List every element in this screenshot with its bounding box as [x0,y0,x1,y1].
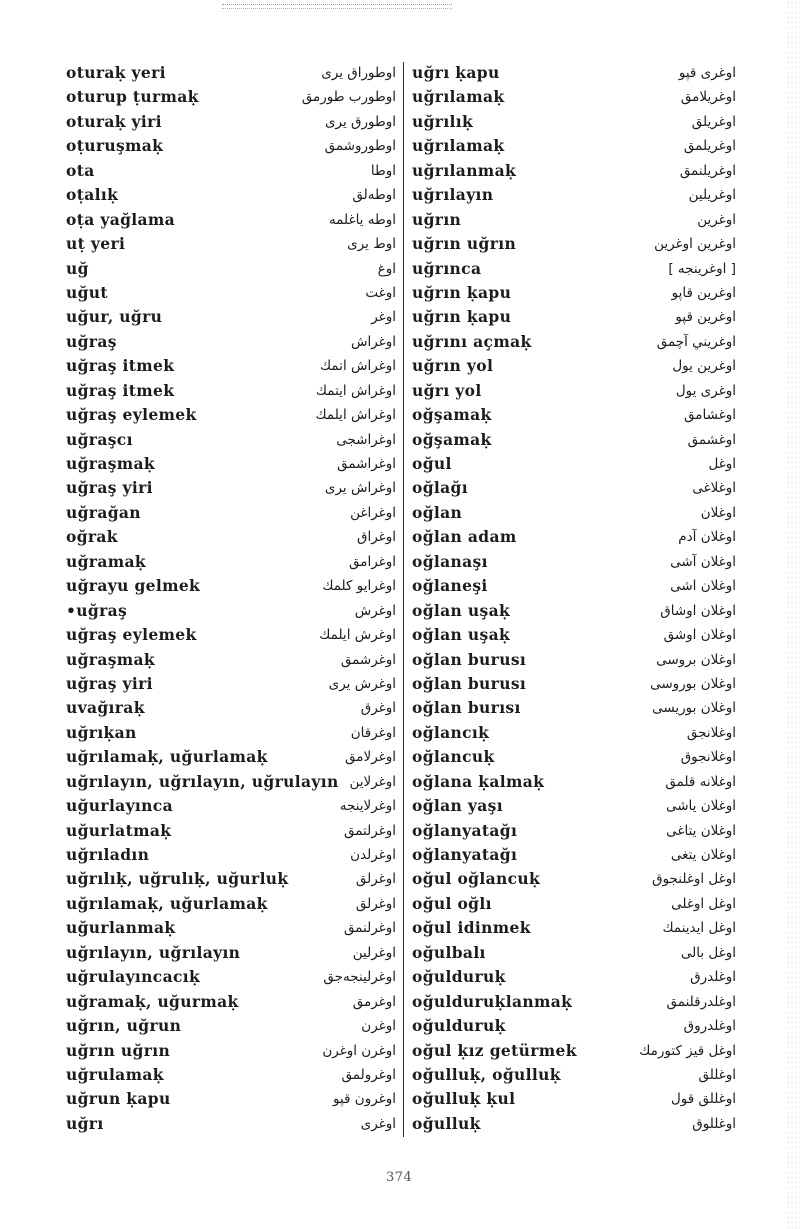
entry-latin-headword: uğraşcı [66,429,133,449]
entry-latin-headword: uğrı yol [412,380,482,400]
entry-arabic-script: اوغل اوغلى [671,895,736,912]
entry-latin-headword: •uğraş [66,600,128,620]
dictionary-entry [66,452,396,476]
dictionary-entry [410,916,736,940]
entry-latin-headword: oğul oğlı [412,893,492,913]
dictionary-entry [66,403,396,427]
entry-latin-headword: uğrılayın, uğrılayın, uğrulayın [66,771,339,791]
entry-latin-headword: uğraş eylemek [66,405,197,425]
entry-arabic-script: اوغرلينجەجق [323,969,396,986]
dictionary-entry [410,159,736,183]
entry-arabic-script: اوغللوق [692,1115,736,1132]
entry-arabic-script: اوغرق [360,700,396,717]
entry-arabic-script: اوغرايو كلمك [322,578,396,595]
dictionary-entry [66,672,396,696]
entry-arabic-script: اوغلان بوريسى [652,700,736,717]
entry-arabic-script: اوغريلمق [683,138,736,155]
dictionary-entry [66,990,396,1014]
entry-arabic-script: اوغرين قاپو [671,284,736,301]
dictionary-entry [66,648,396,672]
entry-latin-headword: uğrılıḳ, uğrulıḳ, uğurluḳ [66,869,289,889]
entry-arabic-script: اوغرلنمق [343,920,396,937]
entry-latin-headword: oğlaneşi [412,576,488,596]
entry-arabic-script: اوغرن [361,1018,396,1035]
entry-latin-headword: oğul [412,454,452,473]
entry-latin-headword: oğlan uşaḳ [412,625,511,645]
dictionary-entry [410,843,736,867]
entry-latin-headword: oğlan burusı [412,673,527,693]
dictionary-entry [410,257,736,281]
entry-latin-headword: oğul ḳız getürmek [412,1040,577,1060]
entry-arabic-script: اوطوروشمق [324,138,396,155]
entry-arabic-script: اوغرامق [348,553,396,570]
entry-latin-headword: oğulluḳ ḳul [412,1089,516,1109]
dictionary-entry [410,1039,736,1063]
entry-latin-headword: uğraş itmek [66,356,175,376]
dictionary-entry [66,1063,396,1087]
dictionary-entry [66,501,396,525]
dictionary-entry [66,721,396,745]
entry-arabic-script: اوغلان اشى [670,578,736,595]
entry-latin-headword: uğraş [66,331,117,351]
entry-latin-headword: oğlan [412,502,463,522]
entry-arabic-script: اوطا [370,162,396,179]
entry-arabic-script: اوغراشمق [337,456,396,472]
entry-arabic-script: اوغلانجوق [680,749,736,766]
entry-latin-headword: uğrın ḳapu [412,307,512,327]
entry-arabic-script: اوغراش يرى [324,480,396,497]
dictionary-entry [66,770,396,794]
dictionary-entry [66,1112,396,1136]
dictionary-entry [66,1014,396,1038]
entry-latin-headword: uğur, uğru [66,307,163,327]
entry-latin-headword: oğulluḳ, oğulluḳ [412,1064,561,1084]
entry-latin-headword: oğlan uşaḳ [412,600,511,620]
entry-arabic-script: اوغرلق [355,895,396,912]
entry-latin-headword: uğurlayınca [66,796,173,816]
entry-latin-headword: oṭuruşmaḳ [66,136,164,156]
entry-latin-headword: uğraş yiri [66,673,153,693]
dictionary-entry [410,281,736,305]
scan-edge [786,0,800,1229]
entry-latin-headword: oğlana ḳalmaḳ [412,771,545,791]
entry-arabic-script: اوغرلدن [350,847,396,863]
dictionary-entry [410,648,736,672]
entry-latin-headword: oğul idinmek [412,918,531,938]
dictionary-entry [410,550,736,574]
entry-arabic-script: اوغريلنمق [679,162,736,179]
entry-latin-headword: uğrın yol [412,356,494,376]
entry-arabic-script: اوغلان يتاغى [666,822,736,839]
entry-arabic-script: اوغل اوغلنجوق [652,871,736,888]
entry-latin-headword: oğulluḳ [412,1113,481,1133]
dictionary-entry [410,965,736,989]
dictionary-entry [410,745,736,769]
dictionary-entry [66,1039,396,1063]
page-number: 374 [386,1170,413,1185]
dictionary-entry [410,354,736,378]
entry-latin-headword: oğşamaḳ [412,429,492,449]
entry-arabic-script: اوغر [371,309,396,326]
entry-latin-headword: uğraş eylemek [66,625,197,645]
entry-latin-headword: uvağıraḳ [66,698,145,718]
entry-latin-headword: uğrayu gelmek [66,576,201,596]
entry-latin-headword: oğlan burusı [412,649,527,669]
entry-arabic-script: اوغرشمق [340,651,396,668]
entry-latin-headword: uğrın ḳapu [412,282,512,302]
entry-arabic-script: اوغراش [350,333,396,350]
entry-latin-headword: uğrıḳan [66,722,137,742]
entry-latin-headword: uğrılamaḳ [412,136,505,156]
dictionary-entry [410,501,736,525]
entry-arabic-script: اوغرين يول [672,358,736,375]
entry-arabic-script: اوغلان آدم [678,529,736,546]
dictionary-entry [410,721,736,745]
entry-arabic-script: اوغراش ايلمك [315,407,396,424]
entry-arabic-script: اوغت [365,284,396,301]
entry-arabic-script: اوغراغن [350,504,396,521]
dictionary-entry [410,208,736,232]
entry-arabic-script: اوغراق [356,529,396,546]
entry-arabic-script: اوغرلين [352,944,396,961]
entry-latin-headword: uğrınca [412,258,482,278]
entry-latin-headword: uğrılayın [412,185,494,205]
dictionary-entry [66,574,396,598]
entry-latin-headword: uğrılamaḳ, uğurlamaḳ [66,747,268,767]
dictionary-entry [410,1112,736,1136]
dictionary-entry [66,843,396,867]
dictionary-entry [66,867,396,891]
entry-arabic-script: اوغللق [698,1066,736,1083]
entry-arabic-script: اوغلدرق [690,969,736,986]
entry-arabic-script: اوغل [708,456,736,472]
entry-arabic-script: اوط يرى [347,236,396,253]
dictionary-entry [66,941,396,965]
entry-arabic-script: اوغلانجق [686,724,736,741]
entry-latin-headword: oğulduruḳlanmaḳ [412,991,573,1011]
entry-arabic-script: اوغريني آچمق [656,333,736,350]
entry-arabic-script: اوغلدروق [683,1018,736,1035]
entry-latin-headword: uğrılamaḳ, uğurlamaḳ [66,893,268,913]
dictionary-entry [66,428,396,452]
dictionary-entry [410,770,736,794]
right-column [410,61,736,1136]
entry-arabic-script: اوغلان بروسى [656,651,736,668]
entry-latin-headword: uğrıladın [66,845,150,864]
dictionary-entry [66,110,396,134]
dictionary-entry [410,330,736,354]
entry-arabic-script: اوغراش اتمك [320,358,396,375]
entry-arabic-script: اوغ [377,260,396,277]
entry-arabic-script: اوغريلين [688,187,736,204]
dictionary-entry [66,61,396,85]
entry-arabic-script: اوغرن اوغرن [322,1042,396,1059]
entry-latin-headword: uğrın uğrın [66,1040,171,1060]
entry-arabic-script: اوغلان اوشاق [660,602,736,619]
dictionary-entry [66,819,396,843]
entry-latin-headword: oturaḳ yiri [66,111,162,131]
dictionary-entry [66,745,396,769]
entry-arabic-script: اوغرين [697,211,736,228]
entry-latin-headword: uğrulayıncacıḳ [66,967,201,987]
entry-latin-headword: oğlanaşı [412,551,488,571]
entry-latin-headword: uğut [66,282,108,302]
entry-latin-headword: uğrulamaḳ [66,1064,164,1084]
entry-latin-headword: uṭ yeri [66,234,126,254]
entry-latin-headword: uğraşmaḳ [66,454,156,473]
entry-latin-headword: oğlan adam [412,527,517,547]
entry-latin-headword: uğrın [412,209,462,229]
dictionary-entry [410,379,736,403]
dictionary-entry [410,305,736,329]
entry-latin-headword: oṭa yağlama [66,209,176,229]
entry-latin-headword: oturaḳ yeri [66,63,166,82]
dictionary-entry [66,794,396,818]
entry-latin-headword: uğrın, uğrun [66,1016,182,1036]
entry-latin-headword: oğlan yaşı [412,796,503,816]
dictionary-entry [410,623,736,647]
entry-latin-headword: oğlancuḳ [412,747,495,767]
dictionary-entry [410,696,736,720]
entry-latin-headword: oğulbalı [412,942,486,962]
entry-latin-headword: oṭalıḳ [66,185,119,205]
entry-latin-headword: uğ [66,258,89,278]
entry-arabic-script: اوغرى يول [675,382,736,399]
entry-arabic-script: اوطەلق [352,187,396,204]
dictionary-entry [66,525,396,549]
dictionary-entry [66,257,396,281]
entry-arabic-script: اوغرولمق [341,1066,396,1083]
dictionary-entry [66,599,396,623]
entry-arabic-script: اوطورب طورمق [301,89,396,106]
dictionary-entry [66,623,396,647]
entry-latin-headword: oğlanyatağı [412,820,518,840]
entry-arabic-script: اوغلان آشى [670,553,736,570]
entry-latin-headword: ota [66,160,95,180]
dictionary-entry [66,208,396,232]
dictionary-entry [66,232,396,256]
entry-latin-headword: uğrılanmaḳ [412,160,517,180]
dictionary-entry [66,354,396,378]
dictionary-entry [66,330,396,354]
entry-latin-headword: uğrın uğrın [412,234,517,254]
entry-arabic-script: اوغراشجى [336,431,396,448]
dictionary-entry [410,941,736,965]
dictionary-entry [410,1087,736,1111]
dictionary-entry [66,281,396,305]
entry-arabic-script: اوغريلامق [680,89,736,106]
dictionary-entry [66,916,396,940]
dictionary-entry [410,452,736,476]
entry-latin-headword: uğraş yiri [66,478,153,498]
entry-latin-headword: oturup ṭurmaḳ [66,87,199,107]
dictionary-entry [410,428,736,452]
entry-arabic-script: اوغرين قپو [675,309,736,326]
dictionary-entry [66,476,396,500]
entry-arabic-script: اوغرى قپو [678,65,736,81]
entry-latin-headword: uğrını açmaḳ [412,331,532,351]
entry-arabic-script: اوغلان يتغى [670,847,736,863]
entry-latin-headword: uğrı [66,1113,104,1133]
dictionary-entry [66,305,396,329]
dictionary-entry [66,134,396,158]
entry-latin-headword: uğrağan [66,502,141,522]
entry-latin-headword: oğşamaḳ [412,405,492,425]
top-rule [222,4,452,9]
dictionary-entry [410,794,736,818]
dictionary-entry [66,85,396,109]
entry-latin-headword: oğlan burısı [412,698,521,718]
dictionary-entry [410,990,736,1014]
dictionary-entry [410,525,736,549]
entry-arabic-script: اوغللق قول [670,1091,736,1108]
entry-arabic-script: اوغرلاين [349,773,396,790]
entry-latin-headword: uğraşmaḳ [66,649,156,669]
entry-latin-headword: uğrılamaḳ [412,87,505,107]
entry-arabic-script: اوغرلق [355,871,396,888]
entry-arabic-script: اوغرقان [350,724,396,741]
entry-latin-headword: oğlağı [412,478,468,498]
dictionary-entry [410,183,736,207]
entry-latin-headword: oğul oğlancuḳ [412,869,541,889]
entry-arabic-script: اوغلاغى [692,480,736,497]
entry-arabic-script: اوغل قيز كتورمك [639,1042,736,1059]
entry-arabic-script: اوغرلامق [345,749,396,766]
entry-latin-headword: oğulduruḳ [412,967,506,987]
dictionary-entry [66,965,396,989]
entry-arabic-script: اوغرش [354,602,396,619]
dictionary-entry [410,134,736,158]
dictionary-entry [410,574,736,598]
dictionary-entry [410,867,736,891]
dictionary-entry [410,1014,736,1038]
dictionary-entry [410,403,736,427]
entry-arabic-script: اوطوراق يرى [321,65,396,81]
entry-latin-headword: uğrılıḳ [412,111,474,131]
dictionary-entry [66,696,396,720]
entry-arabic-script: اوطورق يرى [324,113,396,130]
entry-arabic-script: اوغلان اوشق [663,627,736,644]
entry-latin-headword: uğrı ḳapu [412,63,500,82]
entry-latin-headword: uğurlanmaḳ [66,918,176,938]
entry-arabic-script: اوغلانه قلمق [665,773,736,790]
entry-arabic-script: اوغراش ايتمك [315,382,396,399]
dictionary-entry [410,599,736,623]
entry-arabic-script: اوغرش ايلمك [319,627,396,644]
dictionary-entry [410,1063,736,1087]
dictionary-entry [66,892,396,916]
entry-arabic-script: اوطه ياغلمه [329,211,396,228]
dictionary-entry [66,159,396,183]
entry-latin-headword: oğlancıḳ [412,722,490,742]
entry-arabic-script: اوغرلاينجه [339,798,396,815]
entry-latin-headword: uğrılayın, uğrılayın [66,942,241,962]
dictionary-entry [410,476,736,500]
entry-latin-headword: uğraş itmek [66,380,175,400]
entry-latin-headword: uğrun ḳapu [66,1089,171,1109]
entry-latin-headword: uğramaḳ [66,551,146,571]
dictionary-entry [410,819,736,843]
entry-arabic-script: [ اوغرينجه ] [668,260,736,277]
dictionary-entry [410,892,736,916]
entry-arabic-script: اوغشمق [687,431,736,448]
dictionary-entry [66,550,396,574]
entry-arabic-script: اوغرون قپو [332,1091,396,1108]
dictionary-entry [66,379,396,403]
entry-arabic-script: اوغرلتمق [343,822,396,839]
entry-latin-headword: oğrak [66,527,118,547]
dictionary-entry [410,85,736,109]
entry-arabic-script: اوغرش يرى [328,675,396,692]
entry-latin-headword: oğulduruḳ [412,1016,506,1036]
dictionary-entry [410,110,736,134]
entry-arabic-script: اوغشامق [684,407,736,424]
entry-arabic-script: اوغرمق [352,993,396,1010]
dictionary-entry [66,1087,396,1111]
entry-latin-headword: uğurlatmaḳ [66,820,172,840]
entry-latin-headword: oğlanyatağı [412,845,518,864]
dictionary-entry [410,672,736,696]
entry-arabic-script: اوغل ايدينمك [662,920,736,937]
left-column [66,61,396,1136]
entry-arabic-script: اوغل بالى [680,944,736,961]
entry-arabic-script: اوغرين اوغرين [654,236,736,253]
entry-arabic-script: اوغرى [360,1115,396,1132]
entry-arabic-script: اوغلان [700,504,736,521]
dictionary-entry [410,232,736,256]
dictionary-entry [410,61,736,85]
entry-arabic-script: اوغلان ياشى [665,798,736,815]
dictionary-entry [66,183,396,207]
entry-arabic-script: اوغريلق [691,113,736,130]
entry-arabic-script: اوغلان بوروسى [650,675,736,692]
column-divider [403,62,404,1137]
entry-latin-headword: uğramaḳ, uğurmaḳ [66,991,239,1011]
entry-arabic-script: اوغلدرقلنمق [666,993,736,1010]
